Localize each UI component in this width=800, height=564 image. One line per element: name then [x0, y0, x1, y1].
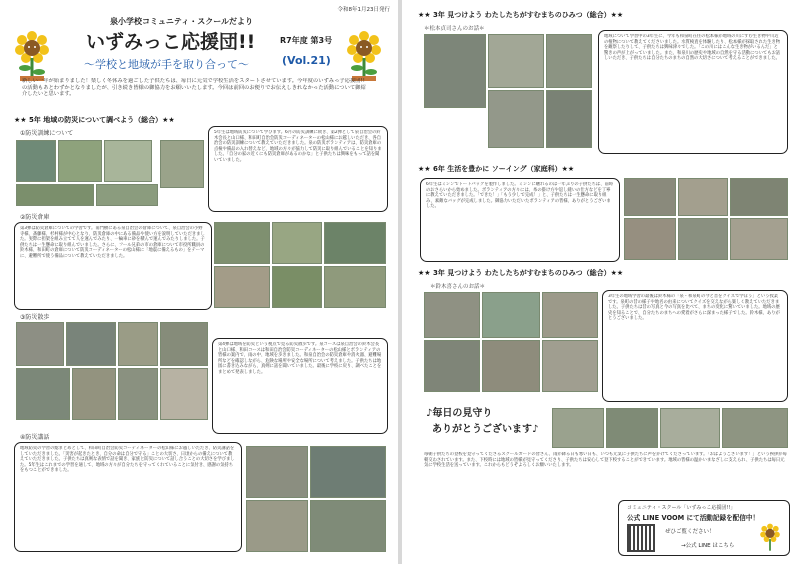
- photo: [324, 266, 386, 308]
- subsection-heading: ①防災訓練について: [20, 130, 74, 137]
- sunflower-mascot-icon: [346, 30, 382, 82]
- body-text: 第4弾は地域を防災という視点で見る防災散歩です。泉コースは泉自治会の鈴木会長と山口様、和田コースは和田自治会防災コーディネーターの松山様とボランティアの皆様の案内で、雨の中、地域を歩きました。和泉自治会の防災倉庫や消火器、避難場所などを確認しながら、危険な場所や安全な場所について考えました。子供たちは地図に書き込みながら、真剣に話を聞いていました。最後に学校に戻り、調べたことをまとめて発表しました。: [218, 342, 382, 375]
- photo: [104, 140, 152, 182]
- photo: [272, 222, 322, 264]
- body-text: 地域について学習中の3年生に、今年も和泉町在住の松本様が地域の川にすむ生き物や川辺の植物について教えてくださいました。水質検査を体験したり、松本様が採取された生き物を観察したりして、子供たちは興味津々でした。「この川にはこんな生き物がいるんだ」と驚きの声が上がっていました。また、和泉川の歴史や地域の自然を守る活動についてもお話しいただき、子供たちは自分たちのまちの自然の大切さについて考えることができました。: [604, 34, 781, 62]
- body-text: 6年生はミシンでトートバッグを製作しました。ミシンに触れるのは一年ぶりの子供たちは、前時のおさらいから始めました。ボランティアの方々には、糸の掛け方や返し縫いの仕方などを丁寧に教えていただきました。「できた！」「もう少しで完成！」と、子供たちは一生懸命に取り組み、素敵なバッグが完成しました。御協力いただいたボランティアの皆様、ありがとうございました。: [426, 182, 614, 210]
- photo: [488, 90, 544, 148]
- section-heading: ★★ 3年 見つけよう わたしたちがすむまちのひみつ（総合）★★: [418, 11, 624, 19]
- text-box: [208, 126, 388, 212]
- photo: [424, 292, 480, 338]
- photo: [16, 140, 56, 182]
- issue-date: 令和8年1月23日発行: [337, 7, 390, 13]
- photo: [118, 322, 158, 366]
- newsletter-page-right: [402, 0, 800, 564]
- photo: [16, 184, 94, 206]
- mimamori-title: ♪毎日の見守り: [426, 408, 493, 419]
- text-box: [602, 290, 788, 402]
- photo: [324, 222, 386, 264]
- photo: [16, 322, 64, 366]
- body-text: 地域防災の学習の総まとめとして、和田町自治会防災コーディネーターの松山様にお越しいただき、防災講話をしていただきました。「災害が起きたとき、自分の命は自分で守る」ことの大切さ、日頃からの備えについて教えていただきました。子供たちは真剣な表情で話を聞き、家族と防災について話し合うことの大切さを学びました。5年生はこれまでの学習を通して、地域の方々が自分たちを守ってくれていることに気付き、感謝の気持ちをもつことができました。: [20, 446, 235, 474]
- photo: [118, 368, 158, 420]
- photo: [730, 218, 788, 260]
- text-box: [212, 338, 388, 434]
- section-heading: ★★ 6年 生活を豊かに ソーイング（家庭科）★★: [418, 165, 575, 173]
- photo: [542, 292, 598, 338]
- section-heading: ★★ 3年 見つけよう わたしたちがすむまちのひみつ（総合）★★: [418, 269, 624, 277]
- photo: [624, 178, 676, 216]
- subsection-heading: ④防災講話: [20, 434, 50, 441]
- line-box-top: コミュニティ・スクール「いずみっこ応援団!!」: [627, 505, 736, 511]
- photo: [624, 218, 676, 260]
- photo: [730, 178, 788, 216]
- photo: [546, 90, 592, 148]
- photo: [488, 34, 544, 88]
- intro-text: 新しい一年が始まりました！楽しく冬休みを過ごした子供たちは、毎日に元気で学校生活をスタートさせています。今年度のいずみっ子応援団!!の活動もあとわずかとなりましたが、引き続き皆様の御協力をお願いいたします。今回は前回のお便りでお伝えしきれなかった活動について御紹介したいと思います。: [22, 78, 366, 98]
- issue-number: R7年度 第3号: [280, 36, 333, 45]
- photo: [272, 266, 322, 308]
- photo: [678, 178, 728, 216]
- photo: [542, 340, 598, 392]
- newsletter-page-left: [0, 0, 398, 564]
- photo-caption: ＊鈴木喜さんのお話＊: [430, 284, 486, 290]
- photo: [214, 222, 270, 264]
- photo: [96, 184, 158, 206]
- body-text: 3年生の地域学習の最後は鈴木様の「泉・和泉町の今と昔をクイズで学ぼう」という授業です。泉町の昔の様子や地名の由来についてクイズを交えながら楽しく教えていただきました。子供たちは昔の写真と今の写真を比べて、まちの変化に驚いていました。地域の歴史を知ることで、自分たちのまちへの愛着がさらに深まった様子でした。鈴木様、ありがとうございました。: [608, 294, 780, 322]
- photo: [482, 340, 540, 392]
- newsletter-subtitle: ～学校と地域が手を取り合って～: [84, 58, 249, 71]
- photo: [722, 408, 788, 448]
- sunflower-mascot-icon: [14, 30, 50, 82]
- line-voom-box: [618, 500, 790, 556]
- mimamori-title: ありがとうございます♪: [432, 424, 539, 435]
- subsection-heading: ②防災倉庫: [20, 214, 50, 221]
- mimamori-text: 毎朝子供たちの登校を見守ってくださるスクールガードの皆さん、雨が降る日も寒い日も、いつも元気に子供たちに声をかけてくださっています。「おはようございます！」という挨拶が毎朝交わされています。また、下校時には地域の皆様が見守ってくださり、子供たちは安心して登下校することができています。地域の皆様の温かいまなざしに支えられ、子供たちは毎日元気に学校生活を送っています。これからもどうぞよろしくお願いいたします。: [424, 452, 787, 469]
- photo: [160, 368, 208, 420]
- section-heading: ★★ 5年 地域の防災について調べよう（総合）★★: [14, 116, 175, 124]
- photo: [72, 368, 116, 420]
- text-box: [598, 30, 788, 154]
- photo: [424, 340, 480, 392]
- line-box-sub: ぜひご覧ください！: [665, 529, 715, 535]
- photo: [214, 266, 270, 308]
- photo: [246, 446, 308, 498]
- photo-caption: ＊松本貞司さんのお話＊: [424, 26, 485, 32]
- photo: [66, 322, 116, 366]
- text-box: [14, 442, 242, 552]
- masthead: [0, 14, 398, 88]
- photo: [310, 446, 386, 498]
- subsection-heading: ③防災散歩: [20, 314, 50, 321]
- photo: [678, 218, 728, 260]
- photo: [246, 500, 308, 552]
- text-box: [420, 178, 620, 262]
- newsletter-series-name: 泉小学校コミュニティ・スクールだより: [110, 17, 254, 26]
- text-box: [14, 222, 212, 310]
- photo: [606, 408, 658, 448]
- photo: [16, 368, 70, 420]
- photo: [552, 408, 604, 448]
- photo: [546, 34, 592, 88]
- photo: [660, 408, 720, 448]
- newsletter-title: いずみっこ応援団!!: [86, 31, 256, 53]
- volume-number: (Vol.21): [282, 54, 331, 67]
- photo: [482, 292, 540, 338]
- body-text: 第3弾は防災倉庫についての学習です。南門横にある泉自治会の倉庫について、泉自治会の小野寺様、斎藤様、杉村様が中心となり、防災倉庫の中にある備品や使い方を説明していただきました。実際に担架を組み立てて人を運んでみたり、一輪車に砂を積んで運んでみたりしました。子供たちは一生懸命に取り組んでいました。さらに、フール兄弟の市の倉庫について市役所職員の鈴木様、和田町の倉庫について防災コーディネーターの松山様に「地震に備えるもの」をテーマに、避難所で使う備品について教えていただきました。: [20, 226, 205, 259]
- sunflower-mascot-icon: [757, 523, 783, 553]
- photo: [160, 322, 208, 366]
- photo: [424, 34, 486, 108]
- line-box-main: 公式 LINE VOOM にて活動記録を配信中！: [627, 514, 760, 522]
- line-box-link[interactable]: →公式 LINE はこちら: [681, 543, 735, 549]
- photo: [58, 140, 102, 182]
- photo: [310, 500, 386, 552]
- body-text: 5年生は地域防災について学びます。6月の防災訓練に続き、第2弾として泉自治会の鈴木会長と山口様、和田町自治会防災コーディネーターの松山様にお越しいただき、各自治会の防災訓練について教えていただきました。泉の防災ボランティアは、防災倉庫の点検や備品の入れ替えなど、地域の方々が協力して防災に取り組んでいることを知りました。「自分の家の近くにも防災倉庫があるのかな」と子供たちは興味をもって話を聞いていました。: [214, 130, 382, 163]
- qr-code-icon[interactable]: [627, 524, 655, 552]
- photo: [160, 140, 204, 188]
